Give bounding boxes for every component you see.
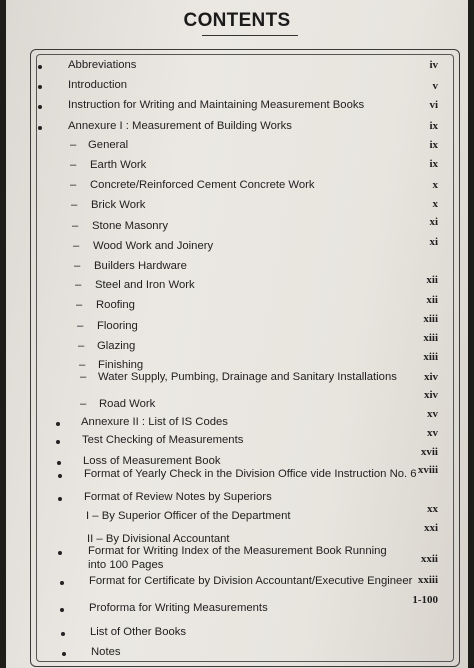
toc-page-number [0,158,474,176]
page-number-text: vi [429,99,438,111]
toc-entry-label-continued: into 100 Pages [88,559,164,571]
page-number-text: iv [429,59,438,71]
toc-entry-label: I – By Superior Officer of the Department [86,510,291,522]
page-number-text: xxii [420,553,438,565]
toc-entry-label: Earth Work [90,159,147,171]
toc-page-number [0,553,474,571]
dash-marker: – [71,199,78,211]
page-number-text: xvii [420,446,438,458]
toc-page-number [0,371,474,389]
toc-page-number [0,216,474,234]
toc-entry-label: Roofing [96,299,135,311]
dash-marker: – [80,371,87,383]
toc-page-number [0,503,474,521]
dash-marker: – [80,398,87,410]
page-number-text: ix [429,158,438,170]
toc-entry [0,646,474,664]
toc-page-number [0,274,474,292]
toc-page-number [0,179,474,197]
toc-entry-label: Flooring [97,320,138,332]
toc-entry-label: Concrete/Reinforced Cement Concrete Work [90,179,315,191]
toc-entry-label: Introduction [68,79,128,91]
toc-entry-label: Glazing [97,340,136,352]
toc-page-number [0,351,474,369]
page-number-text: xx [427,503,438,515]
page-number-text: xiv [423,371,438,383]
toc-page-number [0,59,474,77]
toc-entry-label: Road Work [99,398,156,410]
toc-entry-label: Brick Work [91,199,146,211]
dash-marker: – [78,340,85,352]
toc-page-number [0,574,474,592]
page-number-text: xiii [423,351,438,363]
toc-entry-label: Annexure I : Measurement of Building Works [68,120,292,132]
dash-marker: – [75,279,82,291]
page-number-text: xv [427,408,438,420]
toc-entry-label: Loss of Measurement Book [83,455,221,467]
toc-entry-label: Format of Review Notes by Superiors [84,491,272,503]
page-number-text: xiii [423,332,438,344]
toc-entry-label: Abbreviations [68,59,137,71]
page-number-text: xviii [417,464,438,476]
toc-page-number [0,198,474,216]
toc-page-number [0,294,474,312]
toc-page-number [0,427,474,445]
bullet-icon [61,632,65,636]
dash-marker: – [77,320,84,332]
page-number-text: ix [429,139,438,151]
toc-entry-label: II – By Divisional Accountant [87,533,230,545]
toc-page-number [0,464,474,482]
toc-page-number [0,313,474,331]
page-number-text: xii [426,274,438,286]
title-underline [202,35,298,36]
dash-marker: – [76,299,83,311]
toc-entry-label: Format for Certificate by Division Accountant/Executive Engineer [89,575,413,587]
page-number-text: xiv [423,389,438,401]
page-number-text: x [432,198,438,210]
page-number-text: xiii [423,313,438,325]
toc-entry-label: Notes [91,646,121,658]
toc-page-number [0,332,474,350]
dash-marker: – [74,260,81,272]
page-number-text: 1-100 [412,594,438,606]
dash-marker: – [70,179,77,191]
toc-entry-label: Format for Writing Index of the Measurement Book Running [88,545,387,557]
page-number-text: x [432,179,438,191]
page-number-text: xv [427,427,438,439]
toc-entry-label: General [88,139,129,151]
dash-marker: – [72,220,79,232]
toc-entry-label: Wood Work and Joinery [93,240,214,252]
dash-marker: – [70,159,77,171]
page-number-text: xi [429,216,438,228]
toc-page-number [0,408,474,426]
toc-entry-label: Proforma for Writing Measurements [89,602,268,614]
toc-page-number [0,99,474,117]
page-number-text: ix [429,120,438,132]
toc-page-number [0,594,474,612]
toc-entry-label: Finishing [98,359,144,371]
toc-entry-label: Annexure II : List of IS Codes [81,416,228,428]
toc-entry-label: Water Supply, Pumbing, Drainage and Sanitary Installations [98,371,397,383]
toc-page-number [0,139,474,157]
page-number-text: v [432,80,438,92]
toc-page-number [0,80,474,98]
toc-page-number [0,389,474,407]
page-title: CONTENTS [183,10,291,31]
dash-marker: – [79,359,86,371]
toc-page-number [0,522,474,540]
bullet-icon [62,652,66,656]
dash-marker: – [73,240,80,252]
dash-marker: – [70,139,77,151]
toc-entry-label: Test Checking of Measurements [82,434,244,446]
bullet-icon [58,497,62,501]
toc-entry [0,626,474,644]
page-number-text: xxiii [417,574,438,586]
page-number-text: xii [426,294,438,306]
toc-entry-label: Stone Masonry [92,220,168,232]
toc-entry-label: Builders Hardware [94,260,187,272]
page-number-text: xi [429,236,438,248]
toc-entry-label: Instruction for Writing and Maintaining Measurement Books [68,99,365,111]
toc-page-number [0,236,474,254]
toc-page-number [0,120,474,138]
toc-page-number [0,446,474,464]
page-number-text: xxi [423,522,438,534]
toc-entry-label: Format of Yearly Check in the Division Office vide Instruction No. 6 [84,468,417,480]
toc-entry-label: List of Other Books [90,626,187,638]
toc-entry-label: Steel and Iron Work [95,279,195,291]
